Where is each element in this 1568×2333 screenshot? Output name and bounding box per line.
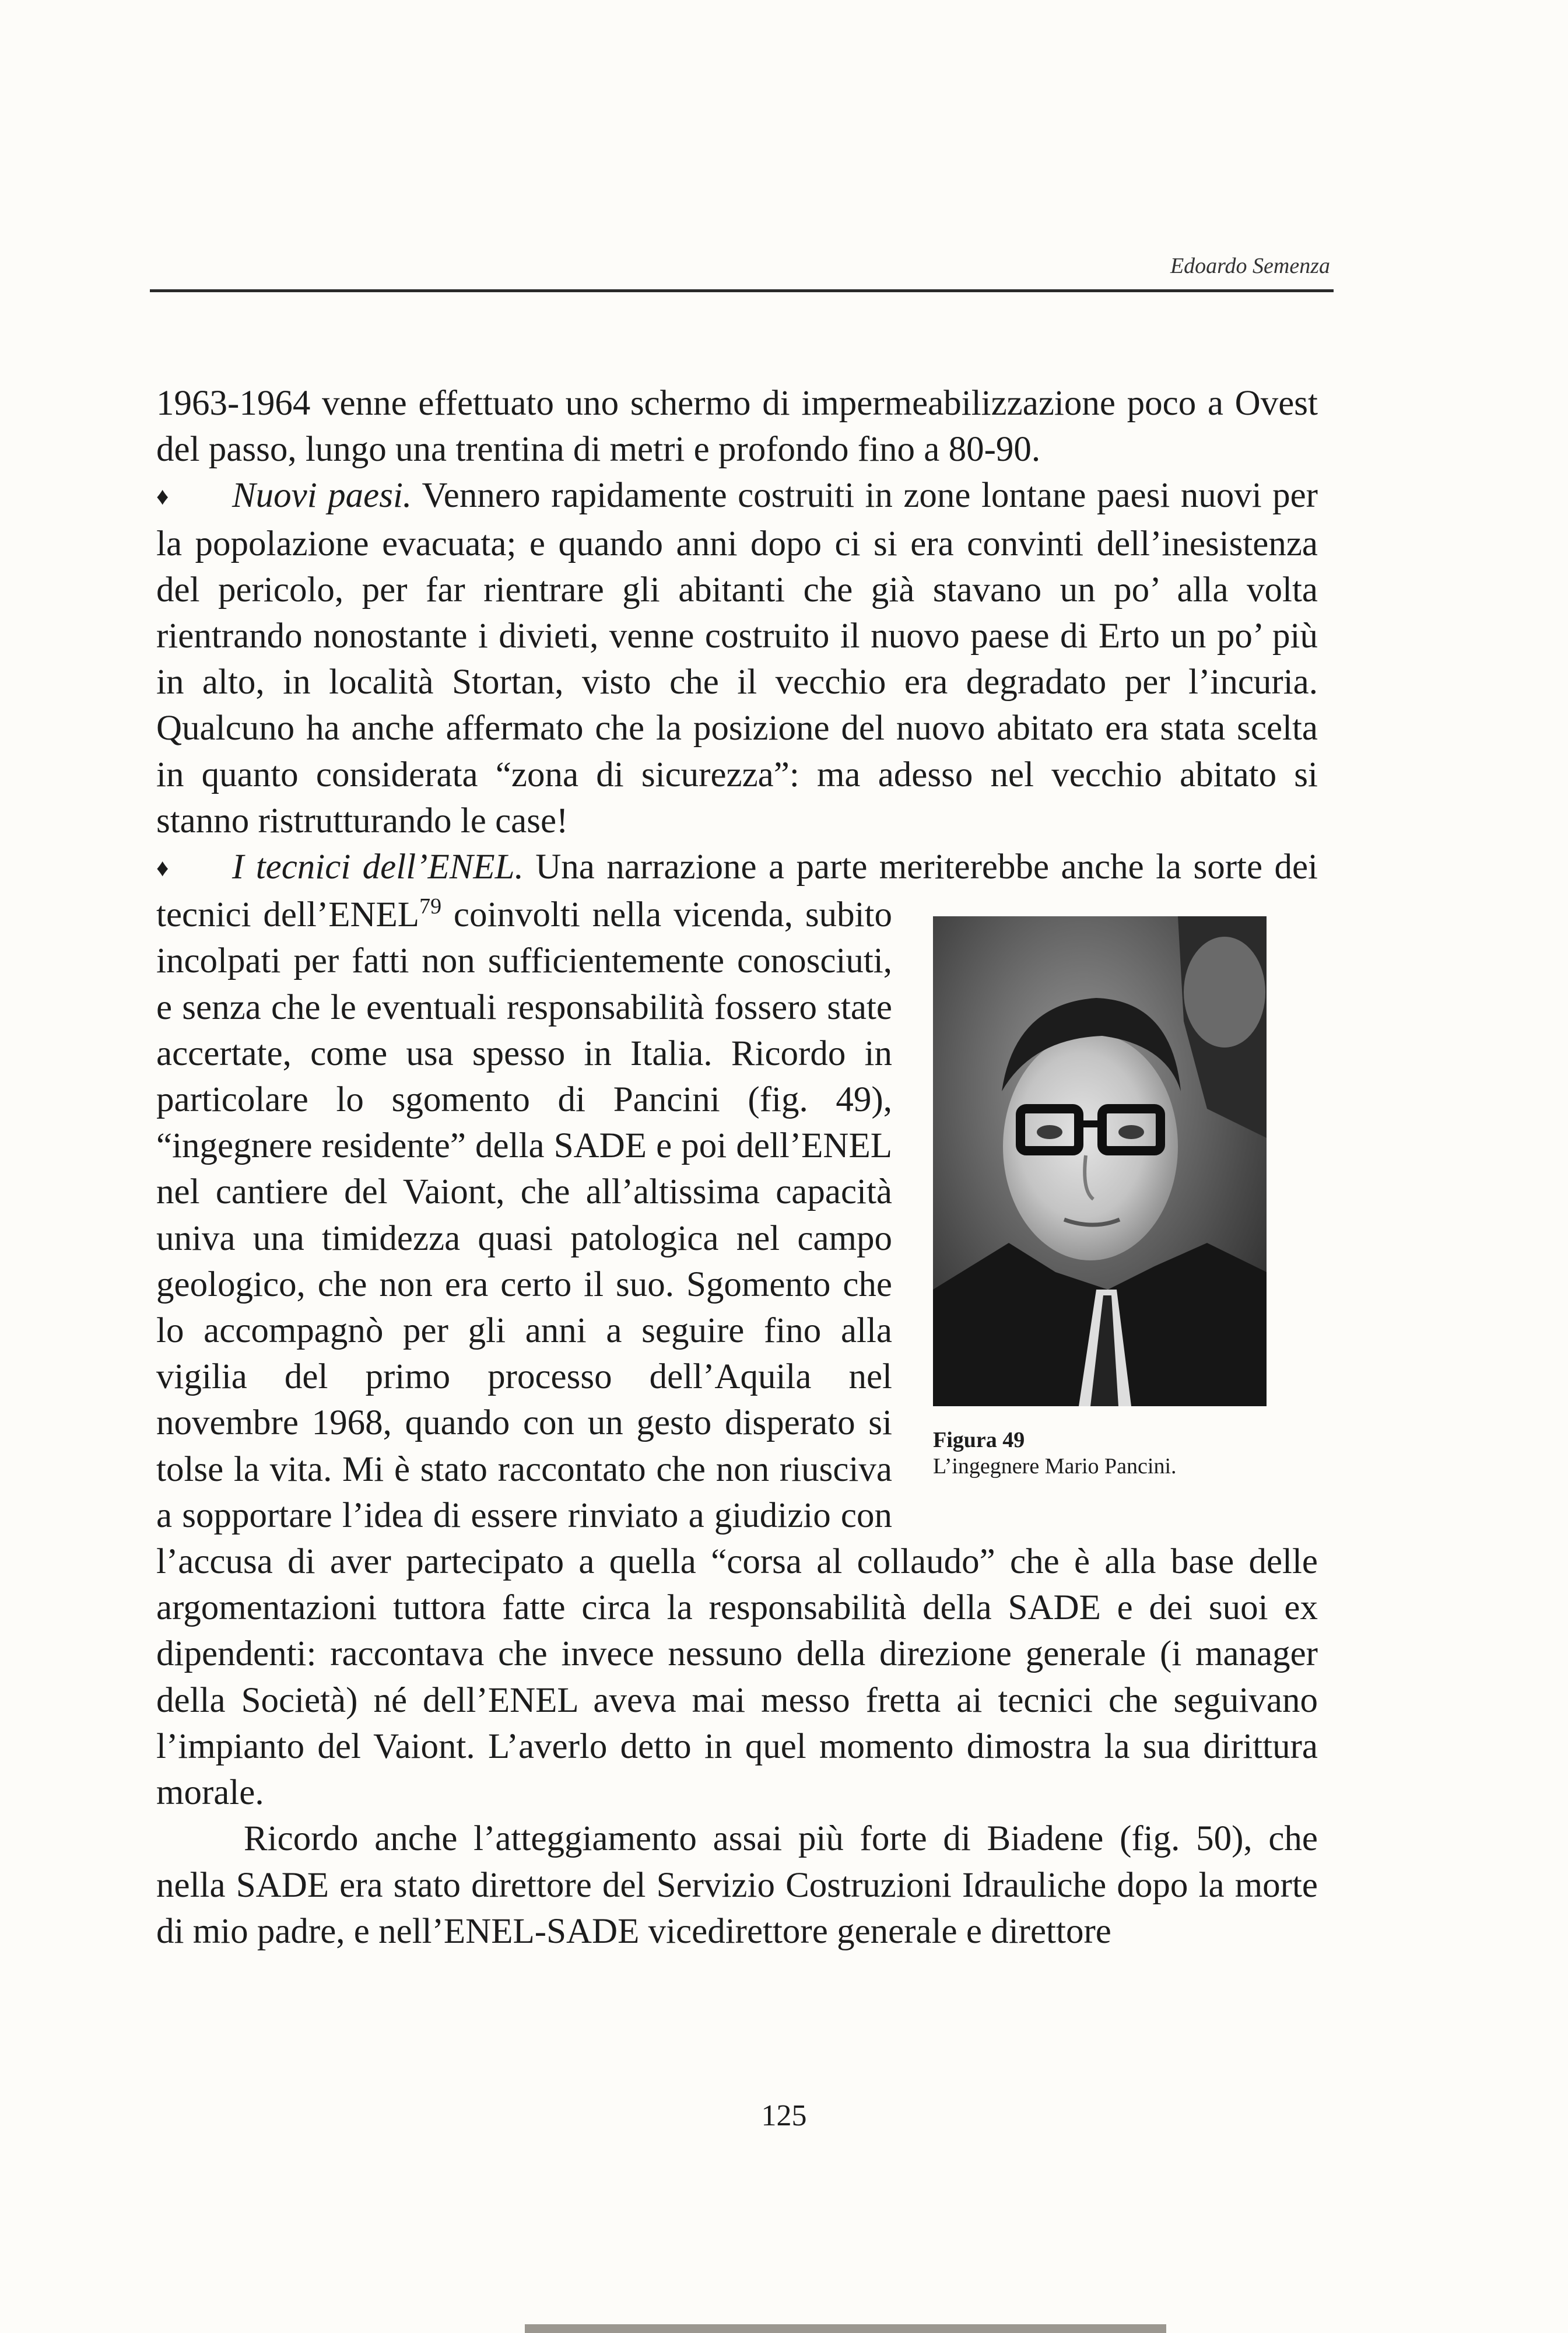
page-number: 125	[761, 2099, 807, 2132]
paragraph-nuovi-paesi	[156, 472, 1318, 844]
paragraph-text-nuovi-paesi: Vennero rapidamente costruiti in zone lontane paesi nuovi per la popolazione evacuata; e quando anni dopo ci si era convinti dell’inesistenza del pericolo, per far rientrare gli abitanti che già stavano un po’ alla volta rientrando nonostante i divieti, venne costruito il nuovo paese di Erto un po’ più in alto, in località Stortan, visto che il vecchio era degradato per l’incuria. Qualcuno ha anche affermato che la posizione del nuovo abitato era stata scelta in quanto considerata “zona di sicurezza”: ma adesso nel vecchio abitato si stanno ristrutturando le case!	[156, 476, 1318, 840]
page-edge-shadow	[525, 2324, 1166, 2333]
body-text	[156, 380, 1318, 1954]
portrait-photo	[933, 916, 1267, 1406]
figure-caption-text: L’ingegnere Mario Pancini.	[933, 1454, 1177, 1479]
diamond-bullet-icon: ♦	[156, 855, 169, 882]
paragraph-continued: 1963-1964 venne effettuato uno schermo di impermeabilizzazione poco a Ovest del passo, lungo una trentina di metri e profondo fino a 80-90.	[156, 384, 1318, 470]
figure-caption	[933, 1427, 1318, 1480]
figure-label: Figura 49	[933, 1428, 1025, 1453]
running-header	[150, 245, 1334, 292]
figure-49	[933, 892, 1318, 1501]
paragraph-biadene	[156, 1816, 1318, 1954]
footnote-reference: 79	[419, 894, 442, 919]
paragraph-tecnici-enel	[156, 844, 1318, 1816]
running-header-author: Edoardo Semenza	[1170, 254, 1330, 278]
paragraph-text-tecnici-enel-part2: coinvolti nella vicenda, subito incolpati per fatti non sufficientemente conosciuti, e senza che le eventuali responsabilità fossero state accertate, come usa spesso in Italia. Ricordo in particolare lo sgomento di Pancini (fig. 49), “ingegnere residente” della SADE e poi dell’ENEL nel cantiere del Vaiont, che all’altissima capacità univa una timidezza quasi patologica nel campo geologico, che non era certo il suo. Sgomento che lo accompagnò per gli anni a seguire fino alla vigilia del primo processo dell’Aquila nel novembre 1968, quando con un gesto disperato si tolse la vita. Mi è stato raccontato che non riusciva a sopportare l’idea di essere rinviato a giudizio con l’accusa di aver partecipato a quella “corsa al collaudo” che è alla base delle argomentazioni tuttora fatte circa la responsabilità della SADE e dei suoi ex dipendenti: raccontava che invece nessuno della direzione generale (i manager della Società) né dell’ENEL aveva mai messo fretta ai tecnici che seguivano l’impianto del Vaiont. L’averlo detto in quel momento dimostra la sua dirittura morale.	[156, 895, 1318, 1813]
paragraph-text-biadene: Ricordo anche l’atteggiamento assai più forte di Biadene (fig. 50), che nella SADE era stato direttore del Servizio Costruzioni Idrauliche dopo la morte di mio padre, e nell’ENEL-SADE vicedirettore generale e direttore	[156, 1819, 1318, 1951]
paragraph-title-tecnici-enel: I tecnici dell’ENEL.	[232, 847, 524, 887]
paragraph-text-tecnici-enel-part1: Una narrazione a parte meriterebbe anche la sorte dei tecnici dell’ENEL	[156, 847, 1318, 935]
paragraph-title-nuovi-paesi: Nuovi paesi.	[232, 476, 412, 516]
diamond-bullet-icon: ♦	[156, 484, 169, 511]
